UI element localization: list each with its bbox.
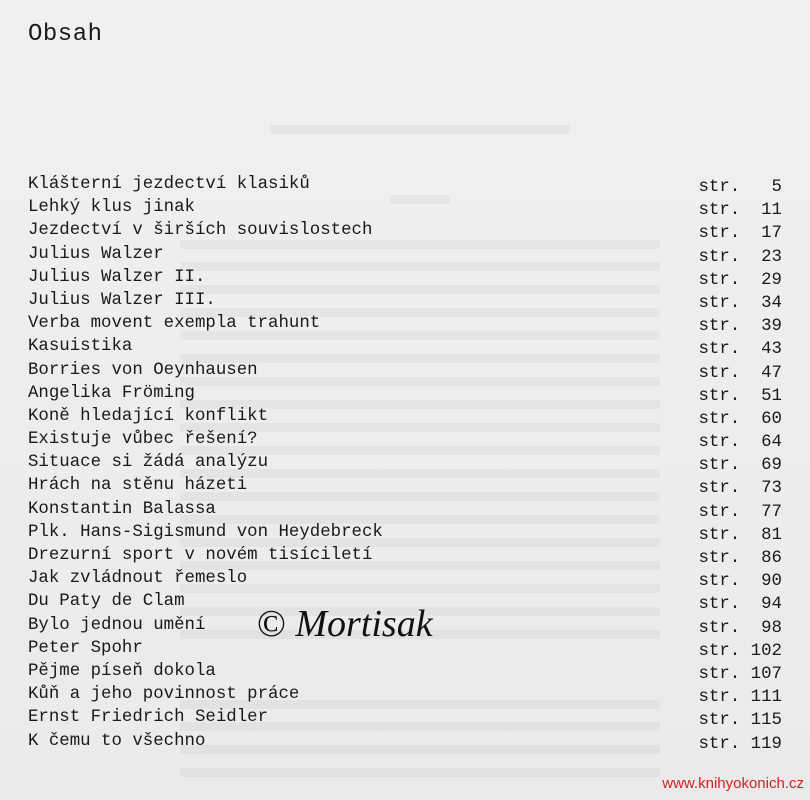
- toc-entry: [28, 448, 788, 476]
- toc-entry-title: Plk. Hans-Sigismund von Heydebreck: [28, 522, 383, 542]
- toc-entry-title: Borries von Oeynhausen: [28, 360, 258, 380]
- toc-entry-title: Bylo jednou umění: [28, 615, 206, 635]
- toc-entry-title: Jak zvládnout řemeslo: [28, 569, 248, 589]
- toc-entry-title: Lehký klus jinak: [28, 198, 195, 218]
- toc-entry-page: str. 69: [698, 456, 782, 476]
- site-link[interactable]: www.knihyokonich.cz: [662, 775, 804, 792]
- toc-entry: [28, 193, 788, 221]
- toc-entry: [28, 703, 788, 731]
- toc-entry-title: Kůň a jeho povinnost práce: [28, 685, 300, 705]
- toc-entry-page: str. 90: [698, 572, 782, 592]
- toc-entry-page: str. 102: [698, 641, 782, 661]
- toc-entry-page: str. 119: [698, 734, 782, 754]
- toc-entry: [28, 379, 788, 406]
- toc-entry-title: Du Paty de Clam: [28, 592, 185, 612]
- toc-entry-page: str. 107: [698, 664, 782, 684]
- toc-entry: [28, 657, 788, 684]
- toc-entry-page: str. 43: [698, 340, 782, 360]
- copyright-symbol: ©: [257, 603, 286, 645]
- toc-entry-title: Verba movent exempla trahunt: [28, 314, 321, 334]
- toc-entry-title: Drezurní sport v novém tisíciletí: [28, 546, 373, 565]
- toc-entry-title: Existuje vůbec řešení?: [28, 430, 258, 450]
- toc-entry-page: str. 17: [698, 224, 782, 244]
- toc-entry: [28, 564, 788, 592]
- toc-entry: [28, 216, 788, 244]
- toc-entry-title: Ernst Friedrich Seidler: [28, 708, 269, 728]
- toc-entry: [28, 541, 788, 568]
- toc-entry: [28, 240, 788, 267]
- toc-entry: [28, 425, 788, 453]
- toc-entry: [28, 356, 788, 383]
- toc-entry-title: Koně hledající konflikt: [28, 406, 269, 426]
- toc-entry-title: K čemu to všechno: [28, 731, 206, 751]
- toc-entry-page: str. 73: [698, 479, 782, 499]
- toc-entry: [28, 495, 788, 522]
- toc-entry: [28, 402, 788, 429]
- watermark-name: Mortisak: [295, 603, 433, 645]
- toc-entry-page: str. 111: [698, 688, 782, 708]
- toc-entry-title: Julius Walzer III.: [28, 290, 216, 310]
- show-through-line: [270, 125, 570, 134]
- show-through-line: [180, 768, 660, 777]
- toc-entry-title: Peter Spohr: [28, 638, 143, 658]
- toc-entry-title: Julius Walzer II.: [28, 267, 206, 287]
- toc-entry: [28, 518, 788, 545]
- toc-entry-page: str. 81: [698, 525, 782, 545]
- toc-entry: [28, 471, 788, 499]
- toc-entry-title: Kasuistika: [28, 337, 133, 357]
- toc-entry: [28, 286, 788, 313]
- toc-entry: [28, 680, 788, 708]
- toc-entry-page: str. 34: [698, 293, 782, 313]
- toc-entry-page: str. 5: [698, 178, 782, 197]
- table-of-contents: [28, 170, 788, 754]
- toc-entry-title: Klášterní jezdectví klasiků: [28, 175, 310, 194]
- toc-entry-page: str. 39: [698, 317, 782, 337]
- toc-entry-page: str. 51: [698, 386, 782, 406]
- toc-entry: [28, 263, 788, 290]
- toc-entry-title: Julius Walzer: [28, 244, 164, 264]
- toc-entry: [28, 727, 788, 754]
- toc-entry-title: Situace si žádá analýzu: [28, 453, 269, 473]
- toc-entry-title: Hrách na stěnu házeti: [28, 476, 248, 496]
- toc-entry: [28, 170, 788, 197]
- page-heading: Obsah: [28, 21, 103, 48]
- toc-entry-page: str. 11: [698, 201, 782, 221]
- toc-entry-page: str. 98: [698, 618, 782, 638]
- toc-entry-page: str. 94: [698, 595, 782, 615]
- toc-entry: [28, 332, 788, 360]
- toc-entry-page: str. 29: [698, 270, 782, 290]
- toc-entry-page: str. 77: [698, 502, 782, 522]
- toc-entry-page: str. 23: [698, 247, 782, 267]
- toc-entry-title: Pějme píseň dokola: [28, 661, 216, 681]
- toc-entry-title: Konstantin Balassa: [28, 499, 216, 519]
- toc-entry-page: str. 60: [698, 409, 782, 429]
- toc-entry-title: Angelika Fröming: [28, 383, 195, 403]
- toc-entry-page: str. 47: [698, 363, 782, 383]
- toc-entry-page: str. 86: [698, 549, 782, 568]
- toc-entry-title: Jezdectví v širších souvislostech: [28, 221, 373, 241]
- toc-entry-page: str. 115: [698, 711, 782, 731]
- copyright-watermark: [257, 602, 433, 646]
- toc-entry-page: str. 64: [698, 433, 782, 453]
- toc-entry: [28, 309, 788, 337]
